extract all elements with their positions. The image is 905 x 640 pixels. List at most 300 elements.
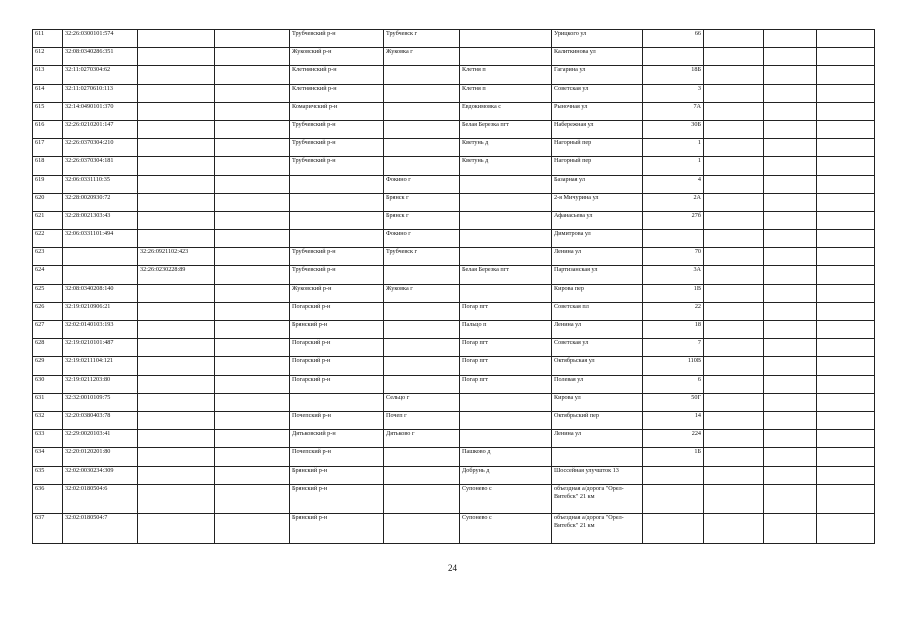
cell-extra-col-1 [704,175,764,193]
cell-row-number: 616 [33,120,63,138]
cell-house-number [643,484,704,514]
cell-house-number: 6 [643,375,704,393]
cell-cadastral-number-alt [138,48,215,66]
cell-extra-col-2 [764,321,817,339]
table-row [33,230,875,248]
cell-extra-col-2 [764,211,817,229]
cell-city: Брянск г [384,211,460,229]
cell-settlement: Пальцо п [460,321,552,339]
cell-extra-col-3 [817,139,875,157]
cell-street: Советская пл [552,302,643,320]
cell-street: Октябрьская ул [552,357,643,375]
cell-cadastral-number-alt [138,448,215,466]
cell-cadastral-number: 32:26:0300101:574 [63,30,138,48]
cell-cadastral-number-alt [138,302,215,320]
cell-settlement: Клетня п [460,66,552,84]
cell-extra-col-1 [704,211,764,229]
cell-extra-col-1 [704,430,764,448]
cell-blank-col [215,284,290,302]
cell-blank-col [215,102,290,120]
cell-district: Брянский р-н [290,466,384,484]
cell-extra-col-2 [764,393,817,411]
cell-cadastral-number-alt [138,284,215,302]
cell-extra-col-3 [817,193,875,211]
cell-cadastral-number [63,266,138,284]
cell-row-number: 613 [33,66,63,84]
cell-city [384,466,460,484]
cell-cadastral-number: 32:02:0030234:309 [63,466,138,484]
cell-blank-col [215,175,290,193]
cell-extra-col-3 [817,302,875,320]
cell-city [384,66,460,84]
cell-house-number: 22 [643,302,704,320]
cell-blank-col [215,120,290,138]
table-row [33,284,875,302]
cell-city [384,514,460,544]
cell-house-number: 7 [643,339,704,357]
cell-extra-col-2 [764,339,817,357]
cell-street: объездная а/дорога "Орел-Витебск" 21 км [552,484,643,514]
cell-city [384,375,460,393]
cell-district: Клетнянский р-н [290,66,384,84]
cell-cadastral-number-alt [138,357,215,375]
cell-city [384,157,460,175]
cell-city: Почеп г [384,411,460,429]
cell-cadastral-number: 32:20:0120201:80 [63,448,138,466]
cell-street: Октябрьский пер [552,411,643,429]
cell-blank-col [215,357,290,375]
cell-street: Гагарина ул [552,66,643,84]
cell-row-number: 620 [33,193,63,211]
cell-blank-col [215,48,290,66]
cell-extra-col-1 [704,48,764,66]
cell-cadastral-number: 32:28:0021303:43 [63,211,138,229]
cell-street: Рыночная ул [552,102,643,120]
cell-extra-col-1 [704,66,764,84]
cell-city: Жуковка г [384,48,460,66]
cell-extra-col-2 [764,139,817,157]
cell-extra-col-1 [704,339,764,357]
cell-cadastral-number: 32:02:0180504:6 [63,484,138,514]
cell-house-number: 4 [643,175,704,193]
cell-row-number: 612 [33,48,63,66]
cell-house-number: 3А [643,266,704,284]
cell-blank-col [215,30,290,48]
cell-house-number [643,514,704,544]
cell-extra-col-3 [817,66,875,84]
cell-settlement [460,48,552,66]
cell-cadastral-number-alt [138,230,215,248]
table-row [33,430,875,448]
cell-district: Погарский р-н [290,339,384,357]
cell-extra-col-2 [764,48,817,66]
cell-settlement [460,284,552,302]
cell-extra-col-1 [704,139,764,157]
cell-city [384,321,460,339]
cell-settlement: Белая Березка пгт [460,120,552,138]
cell-blank-col [215,157,290,175]
cell-extra-col-3 [817,248,875,266]
cell-extra-col-3 [817,84,875,102]
cell-street: Ленина ул [552,321,643,339]
cell-house-number: 50Г [643,393,704,411]
cell-city: Брянск г [384,193,460,211]
cell-settlement [460,230,552,248]
cell-cadastral-number: 32:11:0270610:113 [63,84,138,102]
cell-cadastral-number-alt [138,339,215,357]
cell-street: Ленина ул [552,430,643,448]
cell-blank-col [215,430,290,448]
cell-extra-col-2 [764,175,817,193]
table-row [33,48,875,66]
table-row [33,302,875,320]
cell-extra-col-2 [764,30,817,48]
cell-district: Брянский р-н [290,484,384,514]
cell-cadastral-number-alt [138,484,215,514]
cell-cadastral-number-alt [138,102,215,120]
cell-house-number: 7А [643,102,704,120]
cell-cadastral-number-alt [138,393,215,411]
cell-city [384,102,460,120]
cell-extra-col-3 [817,266,875,284]
cell-city [384,484,460,514]
cell-row-number: 628 [33,339,63,357]
page-number: 24 [448,563,457,573]
cell-street: Кирова пер [552,284,643,302]
cell-row-number: 630 [33,375,63,393]
cell-street: 2-я Мичурина ул [552,193,643,211]
cell-district: Дятьковский р-н [290,430,384,448]
cell-house-number: 2А [643,193,704,211]
cell-blank-col [215,393,290,411]
cell-row-number: 615 [33,102,63,120]
cell-cadastral-number-alt: 32:26:0921102:423 [138,248,215,266]
cell-extra-col-3 [817,102,875,120]
cell-settlement [460,193,552,211]
cell-extra-col-1 [704,466,764,484]
cell-settlement: Евдокимовка с [460,102,552,120]
cell-city [384,139,460,157]
cell-street: Кирова ул [552,393,643,411]
table-row [33,193,875,211]
cell-cadastral-number-alt [138,375,215,393]
cell-district: Трубчевский р-н [290,120,384,138]
cell-extra-col-3 [817,393,875,411]
cell-blank-col [215,375,290,393]
cell-extra-col-1 [704,321,764,339]
cell-cadastral-number: 32:08:0340286:351 [63,48,138,66]
cell-blank-col [215,321,290,339]
registry-sheet [32,29,874,544]
cell-extra-col-1 [704,411,764,429]
cell-cadastral-number: 32:32:0010109:75 [63,393,138,411]
cell-settlement [460,430,552,448]
cell-extra-col-3 [817,157,875,175]
cell-street: Афанасьева ул [552,211,643,229]
cell-extra-col-1 [704,484,764,514]
cell-street: Димитрова ул [552,230,643,248]
registry-rows [33,30,875,544]
table-row [33,357,875,375]
cell-extra-col-2 [764,157,817,175]
cell-district: Трубчевский р-н [290,30,384,48]
cell-extra-col-1 [704,30,764,48]
cell-cadastral-number: 32:14:0490101:370 [63,102,138,120]
cell-district [290,393,384,411]
cell-extra-col-2 [764,302,817,320]
cell-house-number: 1В [643,284,704,302]
cell-street: Советская ул [552,84,643,102]
cell-district: Жуковский р-н [290,48,384,66]
table-row [33,411,875,429]
cell-row-number: 625 [33,284,63,302]
cell-cadastral-number: 32:06:0331101:494 [63,230,138,248]
cell-district [290,193,384,211]
cell-city: Дятьково г [384,430,460,448]
cell-house-number: 18 [643,321,704,339]
cell-blank-col [215,193,290,211]
cell-row-number: 636 [33,484,63,514]
cell-district: Почепский р-н [290,411,384,429]
cell-extra-col-2 [764,411,817,429]
cell-row-number: 617 [33,139,63,157]
cell-settlement: Супонево с [460,484,552,514]
table-row [33,339,875,357]
cell-district: Трубчевский р-н [290,139,384,157]
cell-blank-col [215,484,290,514]
cell-settlement [460,30,552,48]
table-row [33,84,875,102]
cell-district: Брянский р-н [290,321,384,339]
cell-house-number [643,230,704,248]
cell-row-number: 626 [33,302,63,320]
cell-extra-col-1 [704,248,764,266]
cell-district: Комаричский р-н [290,102,384,120]
table-row [33,393,875,411]
cell-cadastral-number: 32:29:0020103:41 [63,430,138,448]
cell-blank-col [215,411,290,429]
cell-extra-col-2 [764,514,817,544]
cell-extra-col-1 [704,393,764,411]
cell-cadastral-number-alt [138,321,215,339]
cell-cadastral-number-alt [138,211,215,229]
cell-settlement: Добрунь д [460,466,552,484]
cell-extra-col-1 [704,84,764,102]
cell-extra-col-2 [764,357,817,375]
cell-extra-col-3 [817,321,875,339]
cell-settlement: Пашково д [460,448,552,466]
cell-city: Жуковка г [384,284,460,302]
cell-settlement: Клетня п [460,84,552,102]
cell-street: Калиткинова ул [552,48,643,66]
cell-house-number: 70 [643,248,704,266]
registry-table [32,29,875,544]
cell-cadastral-number: 32:02:0140103:193 [63,321,138,339]
table-row [33,448,875,466]
cell-row-number: 623 [33,248,63,266]
cell-row-number: 624 [33,266,63,284]
cell-city: Трубчевск г [384,248,460,266]
cell-extra-col-1 [704,448,764,466]
cell-row-number: 633 [33,430,63,448]
cell-cadastral-number: 32:19:0210906:21 [63,302,138,320]
cell-row-number: 627 [33,321,63,339]
cell-street: Набережная ул [552,120,643,138]
cell-street: Нагорный пер [552,139,643,157]
cell-extra-col-3 [817,466,875,484]
cell-extra-col-2 [764,66,817,84]
cell-house-number: 1Б [643,448,704,466]
cell-blank-col [215,248,290,266]
cell-city: Трубчевск г [384,30,460,48]
table-row [33,248,875,266]
cell-extra-col-3 [817,120,875,138]
cell-cadastral-number-alt [138,139,215,157]
cell-extra-col-2 [764,430,817,448]
cell-blank-col [215,266,290,284]
cell-extra-col-3 [817,284,875,302]
cell-district: Погарский р-н [290,357,384,375]
cell-row-number: 631 [33,393,63,411]
table-row [33,30,875,48]
cell-house-number [643,48,704,66]
cell-street: Советская ул [552,339,643,357]
cell-row-number: 618 [33,157,63,175]
cell-row-number: 614 [33,84,63,102]
cell-settlement: Кветунь д [460,157,552,175]
cell-row-number: 622 [33,230,63,248]
table-row [33,175,875,193]
cell-city [384,120,460,138]
cell-cadastral-number-alt [138,411,215,429]
cell-city [384,266,460,284]
cell-cadastral-number: 32:11:0270304:62 [63,66,138,84]
cell-cadastral-number-alt [138,30,215,48]
cell-row-number: 635 [33,466,63,484]
cell-extra-col-3 [817,430,875,448]
cell-blank-col [215,84,290,102]
cell-settlement: Супонево с [460,514,552,544]
cell-district: Клетнянский р-н [290,84,384,102]
table-row [33,120,875,138]
cell-district: Трубчевский р-н [290,157,384,175]
cell-city [384,84,460,102]
cell-blank-col [215,514,290,544]
cell-extra-col-3 [817,48,875,66]
cell-extra-col-3 [817,230,875,248]
cell-extra-col-1 [704,302,764,320]
cell-house-number: 3 [643,84,704,102]
cell-house-number: 30Б [643,120,704,138]
cell-cadastral-number [63,248,138,266]
cell-blank-col [215,66,290,84]
cell-blank-col [215,139,290,157]
cell-settlement: Погар пгт [460,339,552,357]
cell-row-number: 632 [33,411,63,429]
cell-extra-col-3 [817,411,875,429]
cell-extra-col-3 [817,30,875,48]
cell-extra-col-2 [764,284,817,302]
cell-city [384,448,460,466]
table-row [33,514,875,544]
cell-extra-col-2 [764,466,817,484]
cell-extra-col-3 [817,375,875,393]
cell-cadastral-number-alt [138,466,215,484]
cell-cadastral-number: 32:28:0020930:72 [63,193,138,211]
cell-settlement [460,411,552,429]
cell-extra-col-1 [704,193,764,211]
cell-cadastral-number-alt [138,514,215,544]
cell-extra-col-2 [764,102,817,120]
cell-extra-col-1 [704,375,764,393]
cell-house-number: 110В [643,357,704,375]
cell-cadastral-number-alt [138,84,215,102]
cell-extra-col-3 [817,514,875,544]
cell-extra-col-2 [764,248,817,266]
cell-extra-col-2 [764,448,817,466]
cell-settlement [460,211,552,229]
cell-city [384,339,460,357]
cell-extra-col-1 [704,120,764,138]
cell-row-number: 621 [33,211,63,229]
cell-city: Сельцо г [384,393,460,411]
table-row [33,375,875,393]
cell-district: Погарский р-н [290,375,384,393]
table-row [33,266,875,284]
cell-district: Почепский р-н [290,448,384,466]
cell-district: Жуковский р-н [290,284,384,302]
cell-city: Фокино г [384,175,460,193]
cell-street: Нагорный пер [552,157,643,175]
cell-settlement: Кветунь д [460,139,552,157]
cell-house-number: 224 [643,430,704,448]
cell-extra-col-2 [764,120,817,138]
cell-extra-col-3 [817,484,875,514]
cell-extra-col-2 [764,375,817,393]
cell-city [384,357,460,375]
cell-city: Фокино г [384,230,460,248]
cell-cadastral-number: 32:02:0180504:7 [63,514,138,544]
cell-extra-col-3 [817,448,875,466]
cell-cadastral-number-alt [138,430,215,448]
cell-extra-col-2 [764,230,817,248]
cell-cadastral-number: 32:08:0340208:140 [63,284,138,302]
cell-extra-col-1 [704,284,764,302]
cell-district: Трубчевский р-н [290,248,384,266]
cell-house-number: 27б [643,211,704,229]
cell-row-number: 629 [33,357,63,375]
cell-district: Погарский р-н [290,302,384,320]
cell-house-number [643,466,704,484]
cell-street: Партизанская ул [552,266,643,284]
table-row [33,484,875,514]
cell-house-number: 14 [643,411,704,429]
cell-house-number: 66 [643,30,704,48]
table-row [33,321,875,339]
cell-settlement: Белая Березка пгт [460,266,552,284]
cell-row-number: 634 [33,448,63,466]
cell-street: Ленина ул [552,248,643,266]
cell-cadastral-number-alt [138,175,215,193]
cell-district [290,175,384,193]
cell-settlement [460,175,552,193]
cell-street: Базарная ул [552,175,643,193]
cell-extra-col-2 [764,484,817,514]
cell-house-number: 18Б [643,66,704,84]
cell-district: Трубчевский р-н [290,266,384,284]
cell-cadastral-number: 32:26:0370304:181 [63,157,138,175]
cell-cadastral-number: 32:19:0211203:80 [63,375,138,393]
